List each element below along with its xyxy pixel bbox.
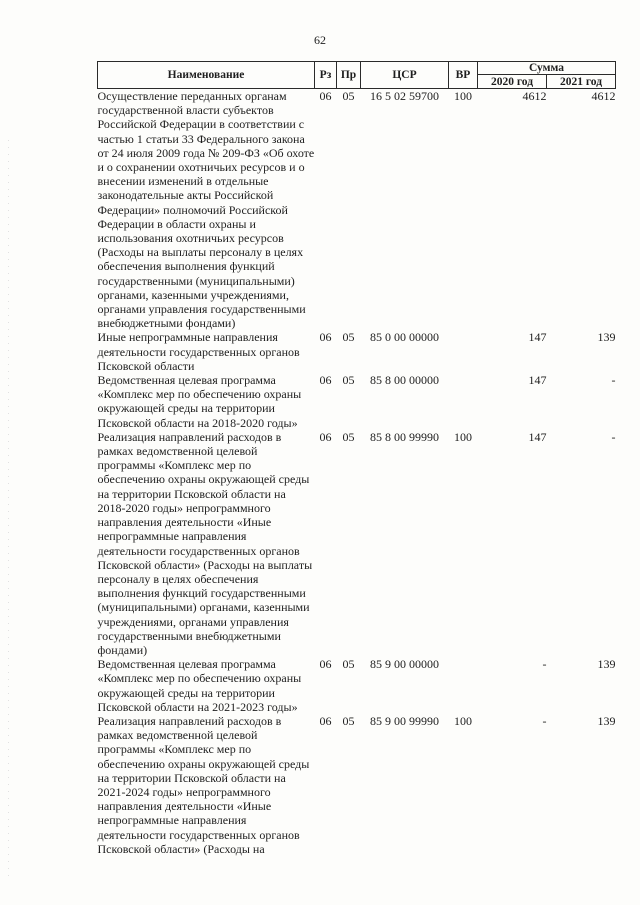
table-row bbox=[98, 330, 616, 373]
row-rz: 06 bbox=[319, 373, 332, 388]
row-pr: 05 bbox=[342, 657, 355, 672]
row-pr: 05 bbox=[342, 89, 355, 103]
row-csr: 16 5 02 59700 bbox=[370, 89, 439, 103]
header-year-2020: 2020 год bbox=[478, 75, 547, 89]
table-row bbox=[98, 657, 616, 714]
row-vr: 100 bbox=[454, 429, 472, 444]
row-rz: 06 bbox=[319, 657, 332, 672]
row-pr: 05 bbox=[342, 373, 355, 388]
header-vr: ВР bbox=[449, 62, 478, 89]
header-sum: Сумма bbox=[478, 62, 616, 75]
header-year-2021: 2021 год bbox=[547, 75, 616, 89]
row-amount-2021: - bbox=[611, 373, 616, 388]
row-amount-2021: 4612 bbox=[591, 89, 616, 103]
header-pr: Пр bbox=[337, 62, 361, 89]
row-pr: 05 bbox=[342, 429, 355, 444]
table-row bbox=[98, 373, 616, 430]
scan-edge-artifact bbox=[8, 140, 9, 880]
table-body bbox=[98, 89, 616, 856]
row-csr: 85 9 00 99990 bbox=[370, 713, 439, 728]
row-vr: 100 bbox=[454, 89, 472, 103]
header-rz: Рз bbox=[315, 62, 337, 89]
row-name: Иные непрограммные направления деятельности государственных органов Псковской области bbox=[97, 330, 300, 373]
row-amount-2021: 139 bbox=[597, 713, 616, 728]
row-amount-2021: 139 bbox=[597, 330, 616, 345]
row-csr: 85 8 00 99990 bbox=[370, 429, 439, 444]
row-name: Реализация направлений расходов в рамках ведомственной целевой программы «Комплекс мер по обеспечению охраны окружающей среды на территории Псковской области на 2018-2020 годы» непрограммного направления деятельности «Иные непрограммные направления деятельности государственных органов Псковской области» (Расходы на выплаты персоналу в целях обеспечения выполнения функций государственными (муниципальными) органами, казенными учреждениями, органами управления государственными внебюджетными фондами) bbox=[97, 429, 313, 657]
row-rz: 06 bbox=[319, 429, 332, 444]
row-rz: 06 bbox=[319, 89, 332, 103]
table-row bbox=[98, 430, 616, 657]
row-name: Ведомственная целевая программа «Комплекс мер по обеспечению охраны окружающей среды на территории Псковской области на 2018-2020 годы» bbox=[97, 373, 302, 430]
page-number: 62 bbox=[314, 33, 326, 47]
row-vr bbox=[449, 657, 478, 714]
row-amount-2020: 147 bbox=[528, 373, 547, 388]
row-name: Ведомственная целевая программа «Комплекс мер по обеспечению охраны окружающей среды на территории Псковской области на 2021-2023 годы» bbox=[97, 657, 302, 714]
budget-table bbox=[97, 61, 616, 856]
row-vr bbox=[449, 373, 478, 430]
table-row bbox=[98, 714, 616, 856]
header-name: Наименование bbox=[98, 62, 315, 89]
row-amount-2020: 4612 bbox=[522, 89, 547, 103]
row-pr: 05 bbox=[342, 330, 355, 345]
row-vr: 100 bbox=[454, 713, 472, 728]
row-name: Осуществление переданных органам государственной власти субъектов Российской Федерации в соответствии с частью 1 статьи 33 Федерального закона от 24 июля 2009 года № 209-ФЗ «Об охоте и о сохранении охотничьих ресурсов и о внесении изменений в отдельные законодательные акты Российской Федерации» полномочий Российской Федерации в области охраны и использования охотничьих ресурсов (Расходы на выплаты персоналу в целях обеспечения выполнения функций государственными (муниципальными) органами, казенными учреждениями, органами управления государственными внебюджетными фондами) bbox=[97, 89, 315, 331]
row-amount-2021: 139 bbox=[597, 657, 616, 672]
row-csr: 85 0 00 00000 bbox=[370, 330, 439, 345]
row-csr: 85 8 00 00000 bbox=[370, 373, 439, 388]
row-amount-2021: - bbox=[611, 429, 616, 444]
row-amount-2020: - bbox=[542, 657, 547, 672]
row-rz: 06 bbox=[319, 713, 332, 728]
row-rz: 06 bbox=[319, 330, 332, 345]
row-name: Реализация направлений расходов в рамках ведомственной целевой программы «Комплекс мер по обеспечению охраны окружающей среды на территории Псковской области на 2021-2024 годы» непрограммного направления деятельности «Иные непрограммные направления деятельности государственных органов Псковской области» (Расходы на bbox=[97, 713, 310, 856]
row-amount-2020: - bbox=[542, 713, 547, 728]
row-amount-2020: 147 bbox=[528, 429, 547, 444]
row-pr: 05 bbox=[342, 713, 355, 728]
row-csr: 85 9 00 00000 bbox=[370, 657, 439, 672]
header-csr: ЦСР bbox=[361, 62, 449, 89]
row-amount-2020: 147 bbox=[528, 330, 547, 345]
table-row bbox=[98, 89, 616, 331]
row-vr bbox=[449, 330, 478, 373]
